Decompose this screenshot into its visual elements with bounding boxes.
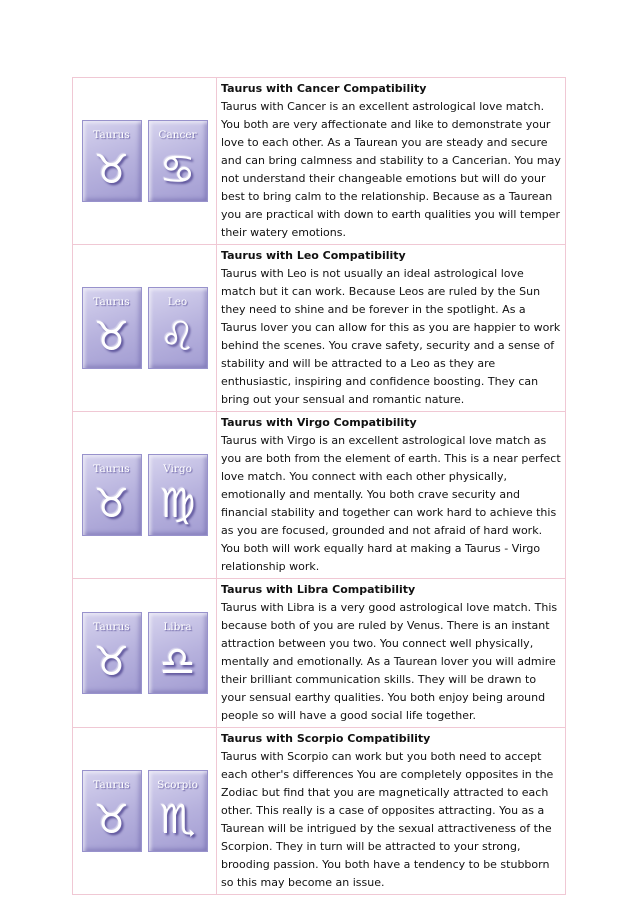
sign-name: Taurus	[93, 296, 130, 308]
compatibility-table	[72, 77, 566, 895]
taurus-icon: ♉	[93, 147, 130, 193]
section-title: Taurus with Cancer Compatibility	[221, 82, 427, 95]
cancer-icon: ♋	[159, 147, 196, 193]
sign-images-cell	[73, 579, 217, 728]
taurus-icon: ♉	[93, 314, 130, 360]
sign-tile-taurus	[82, 454, 142, 536]
sign-tile-taurus	[82, 770, 142, 852]
compat-text-cell	[217, 78, 566, 245]
sign-name: Leo	[167, 296, 188, 308]
section-title: Taurus with Scorpio Compatibility	[221, 732, 431, 745]
sign-name: Taurus	[93, 779, 130, 791]
compat-row-libra	[73, 579, 566, 728]
taurus-icon: ♉	[93, 797, 130, 843]
sign-tile-libra	[148, 612, 208, 694]
section-title: Taurus with Libra Compatibility	[221, 583, 416, 596]
compat-text-cell	[217, 245, 566, 412]
virgo-icon: ♍	[159, 481, 196, 527]
section-body: Taurus with Leo is not usually an ideal astrological love match but it can work. Because Leos are ruled by the Sun they need to shine and be forever in the spotlight. As a Taurus lover you can allow for this as you are happier to work behind the scenes. You crave safety, security and a sense of stability and will be attracted to a Leo as they are enthusiastic, inspiring and confidence boosting. They can bring out your sensual and romantic nature.	[221, 267, 561, 406]
sign-tile-taurus	[82, 287, 142, 369]
compat-row-leo	[73, 245, 566, 412]
sign-name: Taurus	[93, 129, 130, 141]
sign-name: Taurus	[93, 463, 130, 475]
scorpio-icon: ♏	[159, 797, 196, 843]
section-body: Taurus with Cancer is an excellent astrological love match. You both are very affectionate and like to demonstrate your love to each other. As a Taurean you are steady and secure and can bring calmness and stability to a Cancerian. You may not understand their changeable emotions but will do your best to bring calm to the relationship. Because as a Taurean you are practical with down to earth qualities you will temper their watery emotions.	[221, 100, 561, 239]
sign-pair	[73, 120, 216, 202]
sign-images-cell	[73, 245, 217, 412]
sign-name: Taurus	[93, 621, 130, 633]
sign-tile-virgo	[148, 454, 208, 536]
sign-name: Scorpio	[157, 779, 198, 791]
compat-text-cell	[217, 579, 566, 728]
sign-tile-scorpio	[148, 770, 208, 852]
compat-row-cancer	[73, 78, 566, 245]
sign-name: Libra	[163, 621, 192, 633]
sign-tile-leo	[148, 287, 208, 369]
section-body: Taurus with Scorpio can work but you both need to accept each other's differences You are completely opposites in the Zodiac but find that you are magnetically attracted to each other. This really is a case of opposites attracting. You as a Taurean will be intrigued by the sexual attractiveness of the Scorpion. They in turn will be attracted to your strong, brooding passion. You both have a tendency to be stubborn so this may become an issue.	[221, 750, 554, 889]
sign-pair	[73, 287, 216, 369]
sign-tile-cancer	[148, 120, 208, 202]
sign-tile-taurus	[82, 120, 142, 202]
sign-pair	[73, 454, 216, 536]
compat-row-virgo	[73, 412, 566, 579]
compat-text-cell	[217, 412, 566, 579]
leo-icon: ♌	[159, 314, 196, 360]
section-body: Taurus with Libra is a very good astrological love match. This because both of you are ruled by Venus. There is an instant attraction between you two. You connect well physically, mentally and emotionally. As a Taurean lover you will admire their brilliant communication skills. They will be drawn to your sensual earthy qualities. You both enjoy being around people so will have a good social life together.	[221, 601, 558, 722]
libra-icon: ♎	[159, 639, 196, 685]
sign-pair	[73, 612, 216, 694]
sign-pair	[73, 770, 216, 852]
compat-text-cell	[217, 728, 566, 895]
sign-tile-taurus	[82, 612, 142, 694]
sign-name: Cancer	[158, 129, 197, 141]
section-title: Taurus with Leo Compatibility	[221, 249, 406, 262]
sign-images-cell	[73, 78, 217, 245]
taurus-icon: ♉	[93, 639, 130, 685]
section-body: Taurus with Virgo is an excellent astrological love match as you are both from the element of earth. This is a near perfect love match. You connect with each other physically, emotionally and mentally. You both crave security and financial stability and together can work hard to achieve this as you are focused, grounded and not afraid of hard work. You both will work equally hard at making a Taurus - Virgo relationship work.	[221, 434, 561, 573]
section-title: Taurus with Virgo Compatibility	[221, 416, 417, 429]
sign-images-cell	[73, 728, 217, 895]
sign-images-cell	[73, 412, 217, 579]
sign-name: Virgo	[163, 463, 192, 475]
taurus-icon: ♉	[93, 481, 130, 527]
compat-row-scorpio	[73, 728, 566, 895]
